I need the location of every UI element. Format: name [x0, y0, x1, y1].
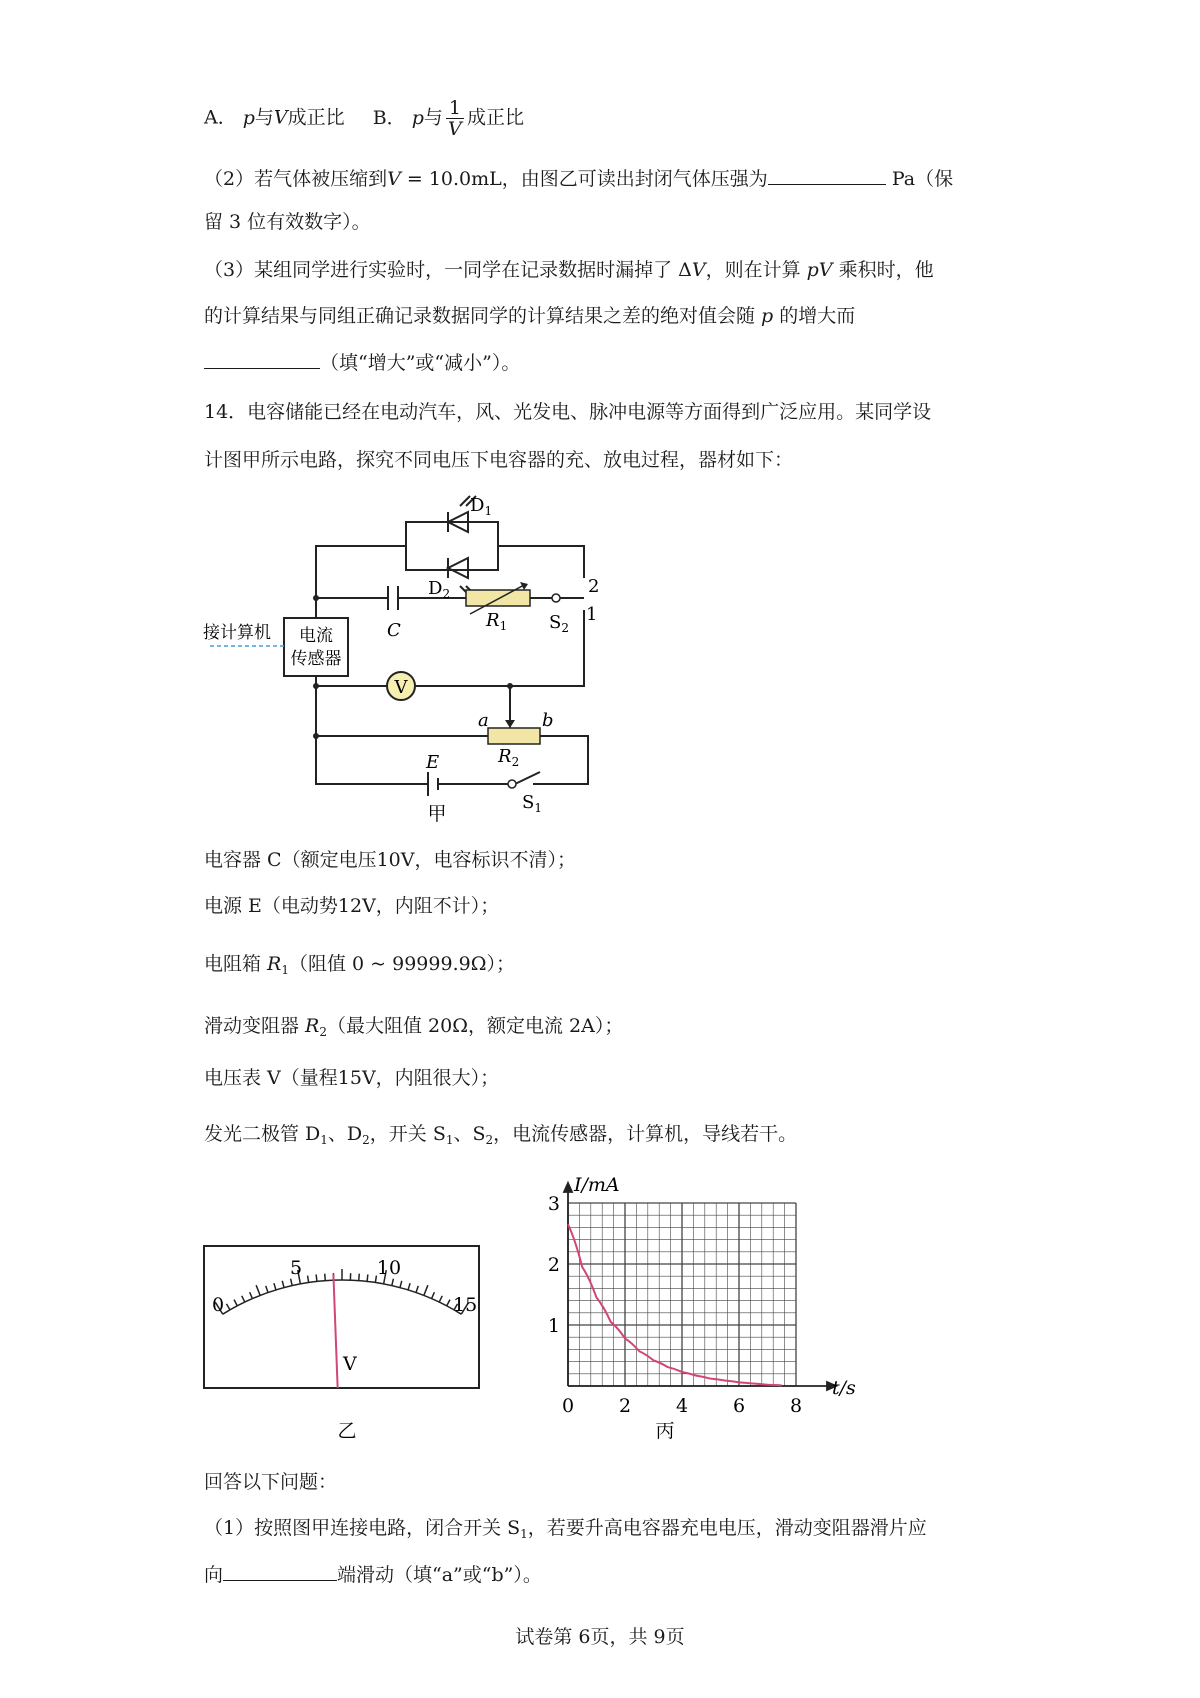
meter-tick-0: 0 [212, 1294, 225, 1316]
q13-part2-line2: 留 3 位有效数字）。 [204, 211, 371, 233]
fraction-denominator: V [448, 118, 462, 140]
var-pv: pV [806, 259, 833, 281]
subscript: 1 [281, 963, 289, 977]
label-a: a [478, 710, 489, 731]
x-tick-label: 4 [675, 1395, 689, 1417]
q14-intro-line1: 14．电容储能已经在电动汽车，风、光发电、脉冲电源等方面得到广泛应用。某同学设 [204, 401, 932, 423]
subscript: 2 [319, 1025, 327, 1039]
label-sensor-2: 传感器 [290, 649, 342, 669]
subscript: 2 [485, 1133, 494, 1147]
text: = 10.0mL，由图乙可读出封闭气体压强为 [400, 168, 768, 190]
var-v: V [387, 168, 401, 190]
text: （2）若气体被压缩到 [204, 168, 388, 190]
y-tick-label: 1 [547, 1315, 560, 1337]
text: ，电流传感器，计算机，导线若干。 [493, 1123, 798, 1145]
meter-unit: V [343, 1353, 357, 1375]
text: ，开关 S [369, 1123, 446, 1145]
text: 的计算结果与同组正确记录数据同学的计算结果之差的绝对值会随 [204, 305, 762, 327]
text: 、S [453, 1123, 486, 1145]
label-e: E [426, 752, 440, 773]
option-b-label: B． [372, 106, 406, 129]
text: 的增大而 [773, 305, 856, 327]
var-p: p [761, 305, 774, 327]
text: 滑动变阻器 [204, 1015, 306, 1037]
label-b: b [542, 710, 554, 731]
text: （1）按照图甲连接电路，闭合开关 S [204, 1517, 521, 1539]
text: 乘积时，他 [832, 259, 934, 281]
x-tick-label: 2 [618, 1395, 632, 1417]
label-d2: $D_2$ [428, 578, 451, 601]
y-tick-label: 3 [547, 1193, 560, 1215]
caption-jia: 甲 [427, 803, 447, 825]
label-s2: $S_2$ [549, 612, 569, 635]
caption-bing: 丙 [655, 1420, 675, 1442]
subscript: 1 [320, 1133, 328, 1147]
caption-yi: 乙 [337, 1420, 357, 1442]
var-r: R [267, 953, 282, 975]
var-r: R [305, 1015, 320, 1037]
text: Pa（保 [885, 168, 954, 190]
text: 、D [327, 1123, 363, 1145]
label-computer: 接计算机 [203, 623, 271, 643]
label-r1: $R_1$ [486, 610, 508, 633]
text: （填“增大”或“减小”）。 [320, 352, 521, 374]
answer-1-line2 [204, 1560, 542, 1589]
x-tick-label: 6 [732, 1395, 746, 1417]
label-c: C [387, 620, 401, 641]
meter-tick-5: 5 [289, 1257, 303, 1279]
page-footer: 试卷第 6页，共 9页 [515, 1626, 685, 1648]
x-axis-label: t/s [832, 1377, 856, 1399]
label-voltmeter: V [394, 677, 408, 698]
subscript: 2 [362, 1133, 370, 1147]
x-tick-label: 0 [561, 1395, 575, 1417]
text: 端滑动（填“a”或“b”）。 [337, 1564, 542, 1586]
x-tick-label: 8 [789, 1395, 803, 1417]
label-s1: $S_1$ [522, 792, 542, 815]
text: （最大阻值 20Ω，额定电流 2A）； [327, 1015, 624, 1037]
y-tick-label: 2 [547, 1254, 560, 1276]
fraction-numerator: 1 [446, 98, 464, 119]
series-line [568, 1224, 782, 1385]
item-voltmeter: 电压表 V（量程15V，内阻很大）； [204, 1067, 500, 1089]
answer-blank[interactable] [223, 1560, 337, 1581]
answer-intro: 回答以下问题： [204, 1471, 338, 1493]
text: （阻值 0 ~ 99999.9Ω）； [289, 953, 515, 975]
label-sensor-1: 电流 [299, 626, 333, 646]
text: （3）某组同学进行实验时，一同学在记录数据时漏掉了 Δ [204, 259, 692, 281]
item-capacitor: 电容器 C（额定电压10V，电容标识不清）； [204, 849, 576, 871]
subscript: 1 [445, 1133, 454, 1147]
q14-intro-line2: 计图甲所示电路，探究不同电压下电容器的充、放电过程，器材如下： [204, 449, 794, 471]
answer-1 [204, 1514, 927, 1548]
text: 与 [254, 106, 274, 129]
meter-tick-10: 10 [376, 1257, 402, 1279]
meter-tick-15: 15 [453, 1294, 478, 1316]
var-v: V [691, 259, 706, 281]
text: 向 [204, 1564, 224, 1586]
var-p: p [411, 106, 424, 129]
subscript: 1 [520, 1527, 528, 1541]
item-source: 电源 E（电动势12V，内阻不计）； [204, 895, 500, 917]
label-d1: $D_1$ [470, 495, 493, 518]
var-p: p [242, 106, 255, 129]
text: 成正比 [466, 106, 524, 129]
label-pos1: 1 [586, 604, 598, 625]
text: ，则在计算 [705, 259, 807, 281]
text: 成正比 [287, 106, 345, 129]
text: 发光二极管 D [204, 1123, 321, 1145]
text: 电阻箱 [204, 953, 268, 975]
text: 与 [423, 106, 443, 129]
y-axis-label: I/mA [574, 1174, 620, 1196]
y-axis-arrow [564, 1183, 572, 1192]
label-pos2: 2 [588, 576, 600, 597]
label-r2: $R_2$ [498, 746, 520, 769]
option-a-label: A． [204, 106, 237, 129]
var-v: V [273, 106, 288, 129]
text: ，若要升高电容器充电电压，滑动变阻器滑片应 [527, 1517, 927, 1539]
